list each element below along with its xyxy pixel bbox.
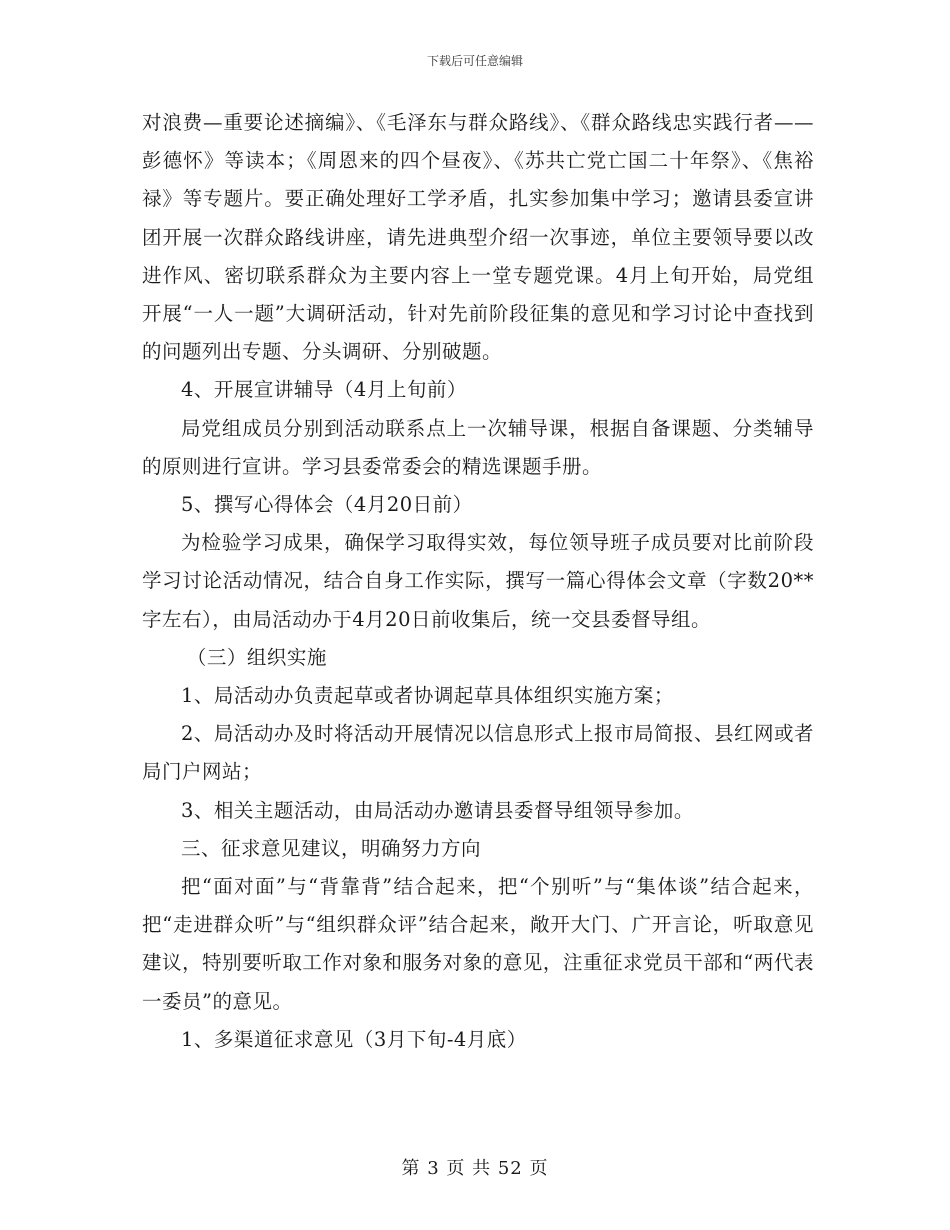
paragraph-experience-writing: 为检验学习成果，确保学习取得实效，每位领导班子成员要对比前阶段学习讨论活动情况，结合自身工作实际，撰写一篇心得体会文章（字数20**字左右），由局活动办于4月20日前收集后，统一交县委督导组。 xyxy=(142,531,814,631)
heading-multi-channel: 1、多渠道征求意见（3月下旬-4月底） xyxy=(181,1027,527,1051)
page-header: 下载后可任意编辑 xyxy=(426,54,523,68)
item-organization-1: 1、局活动办负责起草或者协调起草具体组织实施方案； xyxy=(181,684,674,708)
item-organization-2: 2、局活动办及时将活动开展情况以信息形式上报市局简报、县红网或者局门户网站； xyxy=(142,722,814,784)
heading-lecture-guidance: 4、开展宣讲辅导（4月上旬前） xyxy=(181,378,467,402)
paragraph-study-materials: 对浪费—重要论述摘编》、《毛泽东与群众路线》、《群众路线忠实践行者——彭德怀》等读本；《周恩来的四个昼夜》、《苏共亡党亡国二十年祭》、《焦裕禄》等专题片。要正确处理好工学矛盾，扎实参加集中学习；邀请县委宣讲团开展一次群众路线讲座，请先进典型介绍一次事迹，单位主要领导要以改进作风、密切联系群众为主要内容上一堂专题党课。4月上旬开始，局党组开展“一人一题”大调研活动，针对先前阶段征集的意见和学习讨论中查找到的问题列出专题、分头调研、分别破题。 xyxy=(142,111,814,364)
page-number: 第 3 页 共 52 页 xyxy=(401,1158,549,1179)
paragraph-lecture-guidance: 局党组成员分别到活动联系点上一次辅导课，根据自备课题、分类辅导的原则进行宣讲。学习县委常委会的精选课题手册。 xyxy=(142,416,814,478)
item-organization-3: 3、相关主题活动，由局活动办邀请县委督导组领导参加。 xyxy=(181,798,694,822)
document-body xyxy=(142,104,814,1059)
heading-organization: （三）组织实施 xyxy=(186,645,327,669)
heading-experience-writing: 5、撰写心得体会（4月20日前） xyxy=(181,493,473,517)
heading-section-three: 三、征求意见建议，明确努力方向 xyxy=(181,836,482,860)
paragraph-opinion-collection: 把“面对面”与“背靠背”结合起来，把“个别听”与“集体谈”结合起来，把“走进群众听”与“组织群众评”结合起来，敞开大门、广开言论，听取意见建议，特别要听取工作对象和服务对象的意见，注重征求党员干部和“两代表一委员”的意见。 xyxy=(142,875,814,1013)
